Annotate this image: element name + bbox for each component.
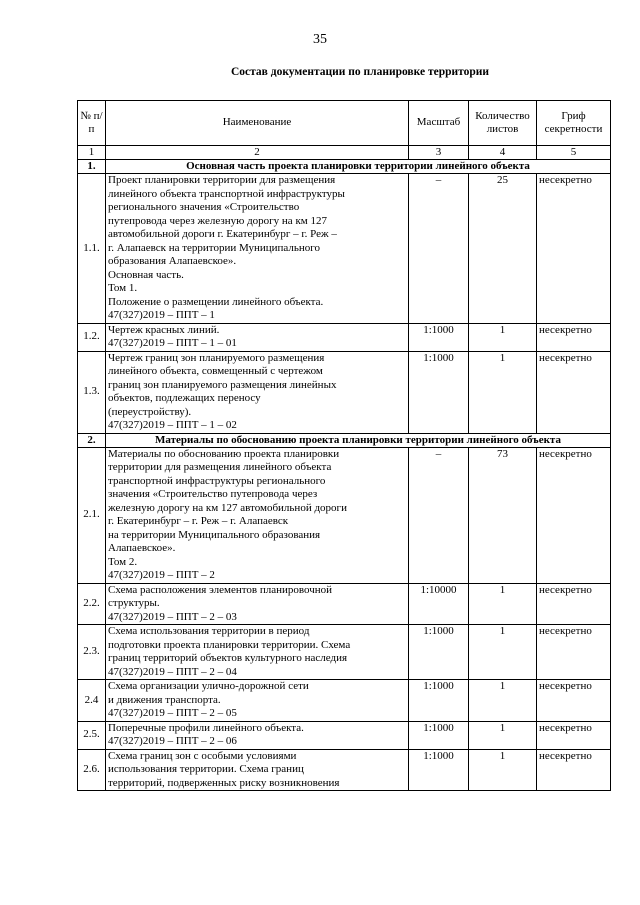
row-name-line: Схема расположения элементов планировочной	[108, 583, 333, 596]
row-name-line: Чертеж красных линий.	[108, 323, 220, 336]
page-number: 35	[313, 32, 327, 47]
header-name: Наименование	[106, 101, 409, 146]
row-name-line: использования территории. Схема границ	[108, 763, 304, 775]
row-scale: 1:1000	[409, 680, 469, 722]
column-index: 4	[469, 146, 537, 160]
row-name	[106, 583, 409, 625]
row-name-line: Схема границ зон с особыми условиями	[108, 749, 297, 762]
row-sheets: 1	[469, 721, 537, 749]
row-name	[106, 323, 409, 351]
table-body	[78, 160, 611, 791]
row-name-line: Схема организации улично-дорожной сети	[108, 680, 309, 692]
table-row	[78, 721, 611, 749]
row-sheets: 25	[469, 174, 537, 324]
section-row	[78, 433, 611, 447]
header-sheets: Количество листов	[469, 101, 537, 146]
row-scale: 1:1000	[409, 625, 469, 680]
row-number: 1.1.	[78, 174, 106, 324]
documentation-table	[77, 100, 611, 791]
row-sheets: 73	[469, 447, 537, 583]
row-number: 2.4	[78, 680, 106, 722]
row-name-line: Проект планировки территории для размещения	[108, 174, 336, 186]
row-name-line: значения «Строительство путепровода через	[108, 488, 318, 500]
row-name-line: Поперечные профили линейного объекта.	[108, 721, 304, 734]
row-name-line: транспортной инфраструктуры регионального	[108, 474, 326, 487]
table-row	[78, 583, 611, 625]
row-name-line: г. Алапаевск на территории Муниципального	[108, 241, 321, 254]
row-name-line: на территории Муниципального образования	[108, 528, 321, 541]
table-row	[78, 174, 611, 324]
row-secrecy: несекретно	[537, 680, 611, 722]
row-secrecy: несекретно	[537, 583, 611, 625]
row-name	[106, 447, 409, 583]
row-name-line: Материалы по обоснованию проекта планировки	[108, 447, 340, 460]
row-sheets: 1	[469, 680, 537, 722]
row-secrecy: несекретно	[537, 721, 611, 749]
section-title: Материалы по обоснованию проекта планировки территории линейного объекта	[106, 433, 611, 447]
row-sheets: 1	[469, 625, 537, 680]
header-number: № п/п	[78, 101, 106, 146]
table-row	[78, 680, 611, 722]
row-secrecy: несекретно	[537, 174, 611, 324]
row-sheets: 1	[469, 323, 537, 351]
row-name-line: структуры.	[108, 597, 160, 609]
row-number: 2.5.	[78, 721, 106, 749]
row-secrecy: несекретно	[537, 351, 611, 433]
section-row	[78, 160, 611, 174]
row-name	[106, 680, 409, 722]
row-name-line: (переустройству).	[108, 405, 192, 418]
row-name-line: 47(327)2019 – ППТ – 2	[108, 569, 215, 581]
document-title: Состав документации по планировке территории	[230, 66, 490, 78]
row-name-line: и движения транспорта.	[108, 693, 221, 706]
row-secrecy: несекретно	[537, 749, 611, 791]
row-name	[106, 749, 409, 791]
row-name-line: регионального значения «Строительство	[108, 201, 300, 213]
row-name-line: 47(327)2019 – ППТ – 1 – 02	[108, 419, 237, 431]
row-number: 1.3.	[78, 351, 106, 433]
row-number: 1.2.	[78, 323, 106, 351]
section-number: 2.	[78, 433, 106, 447]
column-index: 2	[106, 146, 409, 160]
row-name-line: автомобильной дороги г. Екатеринбург – г. Реж –	[108, 228, 337, 240]
column-index: 3	[409, 146, 469, 160]
row-name-line: линейного объекта транспортной инфраструктуры	[108, 187, 345, 200]
row-scale: 1:1000	[409, 351, 469, 433]
row-name-line: железную дорогу на км 127 автомобильной дороги	[108, 501, 347, 514]
row-scale: –	[409, 174, 469, 324]
row-scale: –	[409, 447, 469, 583]
row-name-line: границ зон планируемого размещения линейных	[108, 378, 337, 391]
row-name-line: 47(327)2019 – ППТ – 2 – 03	[108, 610, 237, 623]
row-name-line: Чертеж границ зон планируемого размещения	[108, 351, 325, 364]
row-name-line: объектов, подлежащих переносу	[108, 392, 261, 404]
row-name-line: линейного объекта, совмещенный с чертежом	[108, 365, 323, 377]
table-header-row	[78, 101, 611, 146]
row-number: 2.3.	[78, 625, 106, 680]
row-sheets: 1	[469, 749, 537, 791]
row-name-line: Том 2.	[108, 555, 138, 568]
table-row	[78, 351, 611, 433]
row-number: 2.2.	[78, 583, 106, 625]
row-name-line: Положение о размещении линейного объекта.	[108, 295, 324, 308]
row-secrecy: несекретно	[537, 625, 611, 680]
row-name-line: 47(327)2019 – ППТ – 1 – 01	[108, 337, 237, 349]
section-number: 1.	[78, 160, 106, 174]
table-row	[78, 447, 611, 583]
row-name-line: Алапаевское».	[108, 542, 176, 554]
column-index: 5	[537, 146, 611, 160]
table-row	[78, 625, 611, 680]
row-name	[106, 721, 409, 749]
row-name-line: территорий, подверженных риску возникновения	[108, 776, 340, 789]
row-secrecy: несекретно	[537, 447, 611, 583]
row-sheets: 1	[469, 351, 537, 433]
row-name-line: Основная часть.	[108, 268, 184, 281]
row-scale: 1:1000	[409, 721, 469, 749]
row-name-line: Схема использования территории в период	[108, 625, 310, 637]
row-scale: 1:1000	[409, 323, 469, 351]
section-title: Основная часть проекта планировки территории линейного объекта	[106, 160, 611, 174]
row-scale: 1:10000	[409, 583, 469, 625]
row-name-line: 47(327)2019 – ППТ – 2 – 04	[108, 665, 237, 678]
row-name-line: путепровода через железную дорогу на км 127	[108, 214, 327, 227]
row-name-line: Том 1.	[108, 282, 138, 294]
row-name	[106, 351, 409, 433]
row-name-line: 47(327)2019 – ППТ – 2 – 06	[108, 735, 237, 747]
row-name	[106, 625, 409, 680]
row-sheets: 1	[469, 583, 537, 625]
row-name-line: территории для размещения линейного объекта	[108, 461, 332, 473]
row-name	[106, 174, 409, 324]
row-scale: 1:1000	[409, 749, 469, 791]
table-row	[78, 323, 611, 351]
row-name-line: 47(327)2019 – ППТ – 1	[108, 309, 215, 321]
row-number: 2.1.	[78, 447, 106, 583]
row-secrecy: несекретно	[537, 323, 611, 351]
row-number: 2.6.	[78, 749, 106, 791]
table-row	[78, 749, 611, 791]
row-name-line: границ территорий объектов культурного наследия	[108, 652, 348, 664]
column-index: 1	[78, 146, 106, 160]
column-index-row	[78, 146, 611, 160]
row-name-line: подготовки проекта планировки территории. Схема	[108, 638, 351, 651]
row-name-line: г. Екатеринбург – г. Реж – г. Алапаевск	[108, 515, 289, 527]
row-name-line: образования Алапаевское».	[108, 255, 237, 267]
header-secrecy: Гриф секретности	[537, 101, 611, 146]
row-name-line: 47(327)2019 – ППТ – 2 – 05	[108, 707, 237, 719]
header-scale: Масштаб	[409, 101, 469, 146]
